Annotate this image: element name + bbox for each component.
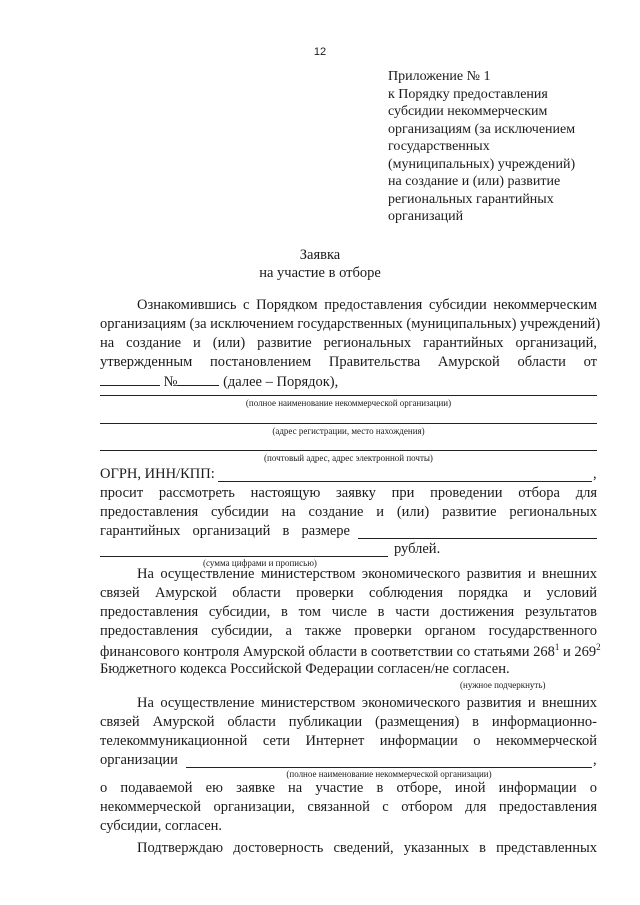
footnote-sup: 2 (596, 642, 601, 652)
org-name-caption-2: (полное наименование некоммерческой организации) (286, 769, 492, 779)
date-blank[interactable] (100, 373, 160, 386)
intro-tail: (далее – Порядок), (223, 374, 339, 390)
postal-address-caption: (почтовый адрес, адрес электронной почты) (264, 453, 433, 463)
appendix-line: на создание и (или) развитие (388, 174, 561, 189)
org-name-caption: (полное наименование некоммерческой организации) (245, 398, 452, 408)
consent1-line: связей Амурской области проверки соблюдения порядка и условий (100, 585, 597, 601)
footnote-sup: 1 (554, 642, 560, 652)
amount-caption: (сумма цифрами и прописью) (203, 558, 317, 568)
appendix-line: государственных (388, 139, 490, 154)
appendix-line: субсидии некоммерческим (388, 104, 548, 119)
postal-address-field[interactable] (100, 450, 597, 451)
rubles-label: рублей. (394, 541, 441, 557)
amount-field[interactable] (358, 538, 597, 539)
request-line: предоставления субсидии на создание и (или) развитие региональных (100, 504, 597, 520)
consent1-line: Бюджетного кодекса Российской Федерации согласен/не согласен. (100, 661, 510, 677)
request-line: гарантийных организаций в размере (100, 523, 350, 539)
amount-words-field[interactable] (100, 556, 388, 557)
org-name-field-2[interactable] (186, 767, 592, 768)
org-name-field[interactable] (100, 395, 597, 396)
appendix-header (388, 68, 628, 226)
intro-line: Ознакомившись с Порядком предоставления субсидии некоммерческим (137, 297, 597, 313)
consent2-line: телекоммуникационной сети Интернет информации о некоммерческой (100, 733, 597, 749)
consent1-line: предоставления субсидии, в том числе в части достижения результатов (100, 604, 597, 620)
consent2-comma: , (593, 752, 597, 768)
number-blank[interactable] (177, 373, 219, 386)
intro-line: на создание и (или) развитие региональных гарантийных организаций, (100, 335, 597, 351)
reg-address-field[interactable] (100, 423, 597, 424)
consent2-line: связей Амурской области публикации (размещения) в информационно- (100, 714, 597, 730)
consent2-line: На осуществление министерством экономического развития и внешних (137, 695, 597, 711)
appendix-line: (муниципальных) учреждений) (388, 156, 576, 172)
consent2-org-label: организации (100, 752, 178, 768)
consent1-text: и 269 (559, 643, 597, 660)
consent1-line (100, 642, 601, 661)
request-line: просит рассмотреть настоящую заявку при проведении отбора для (100, 485, 597, 501)
document-subtitle: на участие в отборе (259, 265, 381, 281)
ogrn-label: ОГРН, ИНН/КПП: (100, 466, 215, 482)
ogrn-comma: , (593, 466, 597, 482)
underline-caption: (нужное подчеркнуть) (460, 680, 546, 690)
consent1-line: На осуществление министерством экономического развития и внешних (137, 566, 597, 582)
appendix-line: Приложение № 1 (388, 69, 491, 84)
intro-line: утвержденным постановлением Правительства Амурской области от (100, 354, 597, 370)
appendix-line: к Порядку предоставления (388, 86, 548, 102)
page-number: 12 (313, 46, 327, 58)
consent2-line: некоммерческой организации, связанной с отбором для предоставления (100, 799, 597, 815)
consent1-text: финансового контроля Амурской области в соответствии со статьями 268 (100, 643, 555, 660)
reg-address-caption: (адрес регистрации, место нахождения) (272, 426, 425, 436)
consent2-line: субсидии, согласен. (100, 818, 223, 834)
document-title: Заявка (299, 247, 341, 263)
number-sign: № (163, 374, 178, 390)
appendix-line: организаций (388, 209, 464, 224)
confirm-line: Подтверждаю достоверность сведений, указанных в представленных (137, 840, 597, 856)
consent1-line: предоставления субсидии, а также проверки органом государственного (100, 623, 597, 639)
ogrn-field[interactable] (218, 481, 592, 482)
intro-line: организациям (за исключением государственных (муниципальных) учреждений) (100, 316, 601, 332)
appendix-line: организациям (за исключением (388, 121, 576, 137)
consent2-line: о подаваемой ею заявке на участие в отборе, иной информации о (100, 780, 597, 796)
intro-date-line (100, 373, 338, 391)
appendix-line: региональных гарантийных (388, 191, 554, 207)
